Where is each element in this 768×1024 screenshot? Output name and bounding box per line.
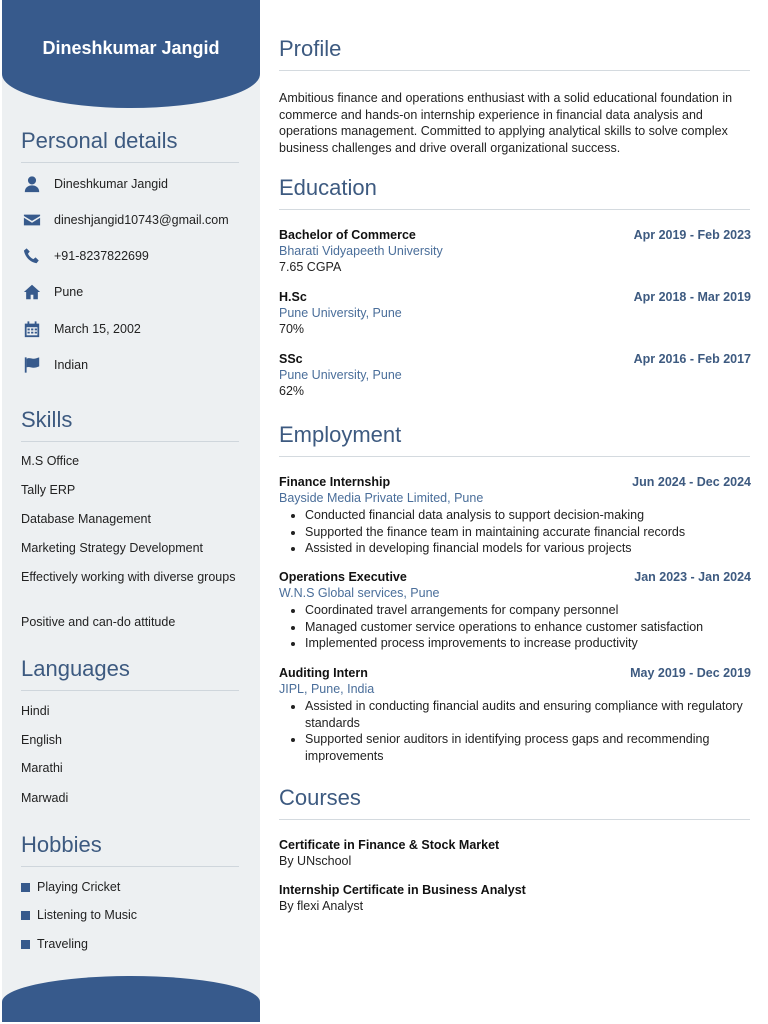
education-score: 7.65 CGPA: [279, 260, 342, 274]
job-bullet: • Supported senior auditors in identifying process gaps and recommending improvements: [305, 731, 751, 764]
employment-dates: Jun 2024 - Dec 2024: [632, 475, 751, 489]
skill-item: Effectively working with diverse groups: [21, 570, 236, 584]
company-name: JIPL, Pune, India: [279, 682, 375, 696]
education-entry: [279, 228, 751, 274]
hobby-label: Listening to Music: [37, 908, 138, 922]
language-item: Marathi: [21, 761, 63, 775]
course-entry: [279, 838, 751, 868]
degree-title: SSc: [279, 352, 303, 366]
education-score: 70%: [279, 322, 305, 336]
school-name: Bharati Vidyapeeth University: [279, 244, 443, 258]
job-title: Finance Internship: [279, 475, 391, 489]
degree-title: Bachelor of Commerce: [279, 228, 416, 242]
education-dates: Apr 2016 - Feb 2017: [633, 352, 751, 366]
job-bullet: • Conducted financial data analysis to support decision-making: [305, 507, 751, 524]
job-title: Operations Executive: [279, 570, 407, 584]
candidate-name: Dineshkumar Jangid: [42, 38, 220, 58]
language-item: Marwadi: [21, 791, 69, 805]
education-score: 62%: [279, 384, 305, 398]
calendar-icon: [21, 319, 43, 339]
degree-title: H.Sc: [279, 290, 307, 304]
personal-phone-text: +91-8237822699: [54, 249, 149, 263]
phone-icon: [21, 246, 43, 266]
employment-entry: [279, 475, 751, 557]
skill-item: Tally ERP: [21, 483, 76, 497]
personal-email-row: [21, 209, 251, 231]
personal-dob-text: March 15, 2002: [54, 322, 141, 336]
personal-nationality-row: [21, 354, 251, 376]
employment-entry: [279, 570, 751, 652]
hobbies-heading: Hobbies: [21, 832, 239, 867]
school-name: Pune University, Pune: [279, 368, 402, 382]
personal-name-row: [21, 173, 251, 195]
personal-nationality-text: Indian: [54, 358, 89, 372]
education-entry: [279, 290, 751, 336]
company-name: Bayside Media Private Limited, Pune: [279, 491, 484, 505]
hobby-item: [21, 907, 236, 923]
square-bullet-icon: [21, 883, 30, 892]
education-dates: Apr 2018 - Mar 2019: [633, 290, 751, 304]
course-provider: By flexi Analyst: [279, 899, 364, 913]
personal-details-heading: Personal details: [21, 128, 239, 163]
profile-text: Ambitious finance and operations enthusiast with a solid educational foundation in commerce and hands-on internship experience in financial data analysis and operations management. Committed to applying analytical skills to solve complex business challenges and drive overall organizational success.: [279, 91, 733, 155]
personal-city-text: Pune: [54, 285, 84, 299]
employment-dates: Jan 2023 - Jan 2024: [634, 570, 751, 584]
language-item: Hindi: [21, 704, 50, 718]
personal-name-text: Dineshkumar Jangid: [54, 177, 168, 191]
education-entry: [279, 352, 751, 398]
sidebar-header-band: [2, 0, 260, 108]
envelope-icon: [21, 210, 43, 230]
job-bullet: • Assisted in conducting financial audits and ensuring compliance with regulatory standards: [305, 698, 751, 731]
job-bullets: [279, 602, 751, 652]
job-bullets: [279, 698, 751, 764]
personal-email-text: dineshjangid10743@gmail.com: [54, 213, 229, 227]
personal-dob-row: [21, 318, 251, 340]
profile-heading: Profile: [279, 36, 750, 71]
person-icon: [21, 174, 43, 194]
personal-city-row: [21, 281, 251, 303]
sidebar: [2, 0, 260, 1022]
job-bullet: • Supported the finance team in maintaining accurate financial records: [305, 524, 751, 541]
flag-icon: [21, 355, 43, 375]
job-bullet: • Implemented process improvements to increase productivity: [305, 635, 751, 652]
hobby-item: [21, 879, 236, 895]
skill-item: Marketing Strategy Development: [21, 541, 204, 555]
course-provider: By UNschool: [279, 854, 352, 868]
job-bullet: • Assisted in developing financial models for various projects: [305, 540, 751, 557]
course-title: Certificate in Finance & Stock Market: [279, 838, 500, 852]
hobby-label: Traveling: [37, 937, 88, 951]
square-bullet-icon: [21, 940, 30, 949]
personal-phone-row: [21, 245, 251, 267]
employment-heading: Employment: [279, 422, 750, 457]
hobby-item: [21, 936, 236, 952]
language-item: English: [21, 733, 62, 747]
job-bullets: [279, 507, 751, 557]
skills-heading: Skills: [21, 407, 239, 442]
education-dates: Apr 2019 - Feb 2023: [633, 228, 751, 242]
home-icon: [21, 282, 43, 302]
sidebar-footer-band: [2, 976, 260, 1022]
square-bullet-icon: [21, 911, 30, 920]
courses-heading: Courses: [279, 785, 750, 820]
job-bullet: • Managed customer service operations to enhance customer satisfaction: [305, 619, 751, 636]
school-name: Pune University, Pune: [279, 306, 402, 320]
course-title: Internship Certificate in Business Analyst: [279, 883, 526, 897]
languages-heading: Languages: [21, 656, 239, 691]
skill-item: M.S Office: [21, 454, 80, 468]
skill-item: Database Management: [21, 512, 151, 526]
course-entry: [279, 883, 751, 913]
education-heading: Education: [279, 175, 750, 210]
employment-entry: [279, 666, 751, 764]
job-title: Auditing Intern: [279, 666, 368, 680]
company-name: W.N.S Global services, Pune: [279, 586, 440, 600]
employment-dates: May 2019 - Dec 2019: [630, 666, 751, 680]
skill-item: Positive and can-do attitude: [21, 615, 176, 629]
hobby-label: Playing Cricket: [37, 880, 121, 894]
job-bullet: • Coordinated travel arrangements for company personnel: [305, 602, 751, 619]
